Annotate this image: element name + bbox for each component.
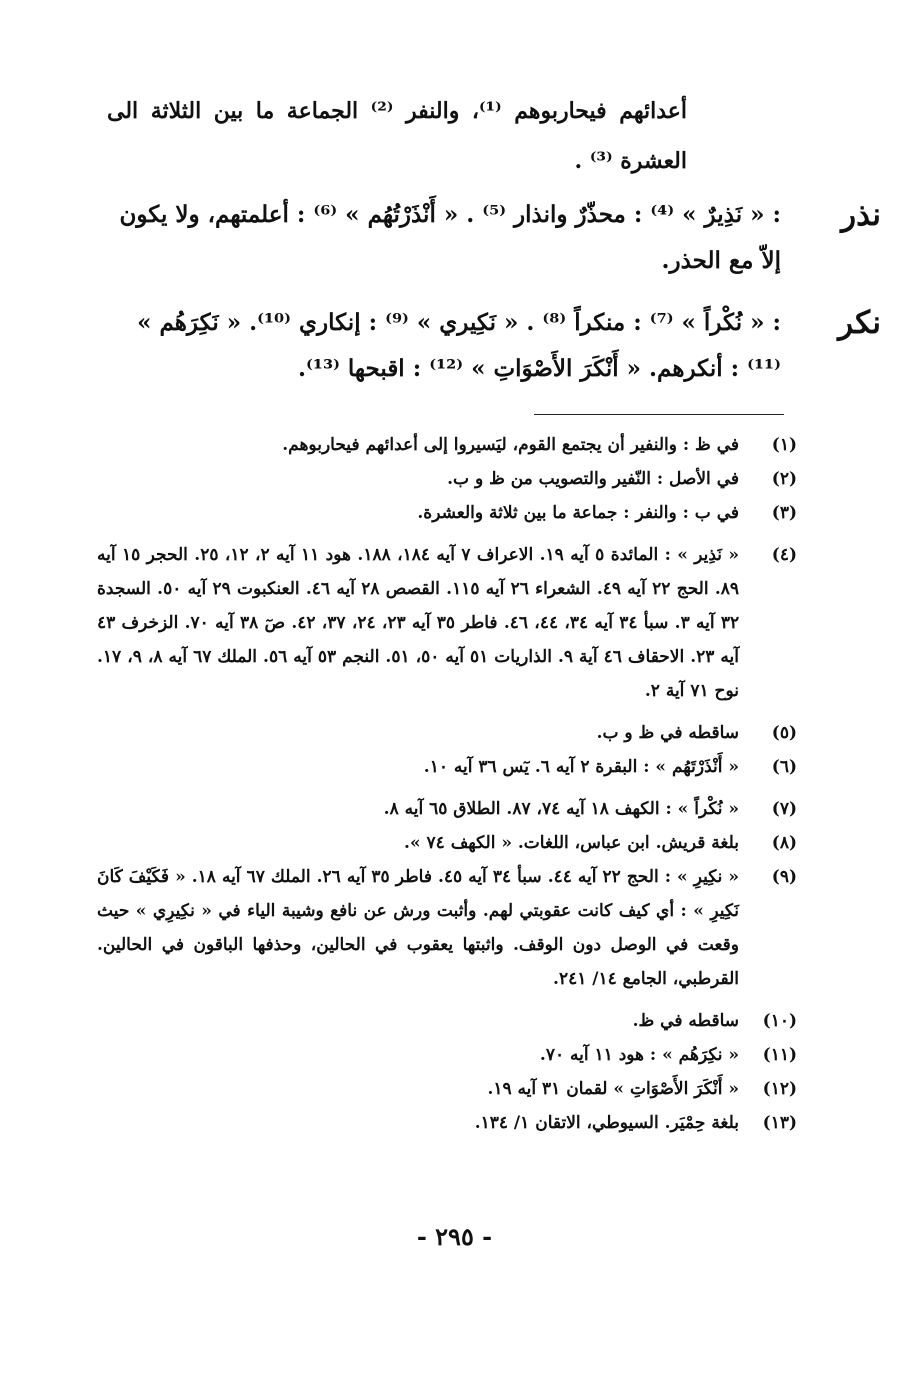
footnote-text: « نُكْراً » : الكهف ١٨ آيه ٧٤، ٨٧. الطلاق ٦٥ آيه ٨.	[383, 799, 739, 819]
footnote-text: ساقطه في ظ.	[632, 1011, 739, 1031]
footnote-item	[97, 462, 797, 496]
footnotes-list	[97, 428, 797, 1140]
footnote-text: بلغة حِمْيَر. السيوطي، الاتقان ١/ ١٣٤.	[474, 1113, 739, 1133]
footnote-text: « نكِيرِ » : الحج ٢٢ آيه ٤٤. سبأ ٣٤ آيه ٤٥. فاطر ٣٥ آيه ٢٦. الملك ٦٧ آيه ١٨. « فَكَيْفَ كَانَ نَكِيرِ » : أي كيف كانت عقوبتي لهم. وأثبت ورش عن نافع وشيبة الياء في « نكِيرِي » حيث وقعت في الوصل دون الوقف. واثبتها يعقوب في الحالين، وحذفها الباقون في الحالين. القرطبي، الجامع ١٤/ ٢٤١.	[97, 867, 739, 989]
footnote-number: (١١)	[762, 1045, 797, 1065]
footnote-item	[97, 750, 797, 784]
entry-definition: : « نُكْراً » ⁽⁷⁾ : منكراً ⁽⁸⁾ . « نَكِيري » ⁽⁹⁾ : إنكاري ⁽¹⁰⁾. « نَكِرَهُم » ⁽¹¹⁾ : أنكرهم. « أَنْكَرَ الأَصْوَاتِ » ⁽¹²⁾ : اقبحها ⁽¹³⁾.	[137, 309, 781, 382]
intro-paragraph: أعدائهم فيحاربوهم ⁽¹⁾، والنفر ⁽²⁾ الجماعة ما بين الثلاثة الى العشرة ⁽³⁾ .	[107, 98, 688, 174]
entry-nadhr	[116, 192, 881, 284]
entry-definition: : « نَذِيرٌ » ⁽⁴⁾ : محذّرٌ وانذار ⁽⁵⁾ . « أَنْذَرْتُهُم » ⁽⁶⁾ : أعلمتهم، ولا يكون إلاّ مع الحذر.	[119, 201, 781, 274]
footnote-item	[97, 538, 797, 708]
footnote-number: (٦)	[771, 757, 797, 777]
footnote-separator	[534, 414, 784, 415]
footnote-number: (١٠)	[762, 1011, 797, 1031]
footnote-number: (١٣)	[762, 1113, 797, 1133]
footnote-item	[97, 826, 797, 860]
footnote-number: (٨)	[771, 833, 797, 853]
footnote-number: (١)	[771, 435, 797, 455]
entry-root-word: نذر	[841, 197, 881, 233]
footnote-number: (٧)	[771, 799, 797, 819]
entry-root-word: نكر	[838, 305, 881, 341]
footnote-number: (٥)	[771, 723, 797, 743]
footnote-item	[97, 428, 797, 462]
footnote-text: « نَذِير » : المائدة ٥ آيه ١٩. الاعراف ٧ آيه ١٨٤، ١٨٨. هود ١١ آيه ٢، ١٢، ٢٥. الحجر ١٥ آيه ٨٩. الحج ٢٢ آيه ٤٩. الشعراء ٢٦ آيه ١١٥. القصص ٢٨ آيه ٤٦. العنكبوت ٢٩ آيه ٥٠. السجدة ٣٢ آيه ٣. سبأ ٣٤ آيه ٣٤، ٤٤، ٤٦. فاطر ٣٥ آيه ٢٣، ٢٤، ٣٧، ٤٢. صٓ ٣٨ آيه ٧٠. الزخرف ٤٣ آيه ٢٣. الاحقاف ٤٦ آية ٩. الذاريات ٥١ آيه ٥٠، ٥١. النجم ٥٣ آيه ٥٦. الملك ٦٧ آيه ٨، ٩، ١٧. نوح ٧١ آية ٢.	[97, 545, 740, 701]
footnote-item	[97, 1004, 797, 1038]
footnote-item	[97, 1072, 797, 1106]
entry-nukr	[116, 300, 881, 392]
footnote-text: « نكِرَهُم » : هود ١١ آيه ٧٠.	[539, 1045, 739, 1065]
footnote-number: (٩)	[771, 867, 797, 887]
footnote-item	[97, 496, 797, 530]
footnote-item	[97, 792, 797, 826]
footnote-text: بلغة قريش. ابن عباس، اللغات. « الكهف ٧٤ ».	[404, 833, 739, 853]
footnote-text: في الأصل : النّفير والتصويب من ظ و ب.	[447, 469, 739, 489]
footnote-number: (٣)	[771, 503, 797, 523]
footnote-text: « أَنْكَرَ الأَصْوَاتِ » لقمان ٣١ آيه ١٩.	[487, 1079, 739, 1099]
footnote-number: (١٢)	[762, 1079, 797, 1099]
footnote-text: في ظ : والنفير أن يجتمع القوم، ليَسيروا إلى أعدائهم فيحاربوهم.	[282, 435, 739, 455]
footnote-item	[97, 860, 797, 996]
footnote-number: (٤)	[771, 545, 797, 565]
footnote-item	[97, 716, 797, 750]
footnote-item	[97, 1038, 797, 1072]
footnote-text: في ب : والنفر : جماعة ما بين ثلاثة والعشرة.	[417, 503, 739, 523]
page-number: - ٢٩٥ -	[416, 1222, 493, 1251]
footnote-item	[97, 1106, 797, 1140]
footnote-number: (٢)	[771, 469, 797, 489]
footnote-text: « أَنْذَرْتَهُم » : البقرة ٢ آيه ٦. يٓس ٣٦ آيه ١٠.	[423, 757, 739, 777]
footnote-text: ساقطه في ظ و ب.	[596, 723, 739, 743]
